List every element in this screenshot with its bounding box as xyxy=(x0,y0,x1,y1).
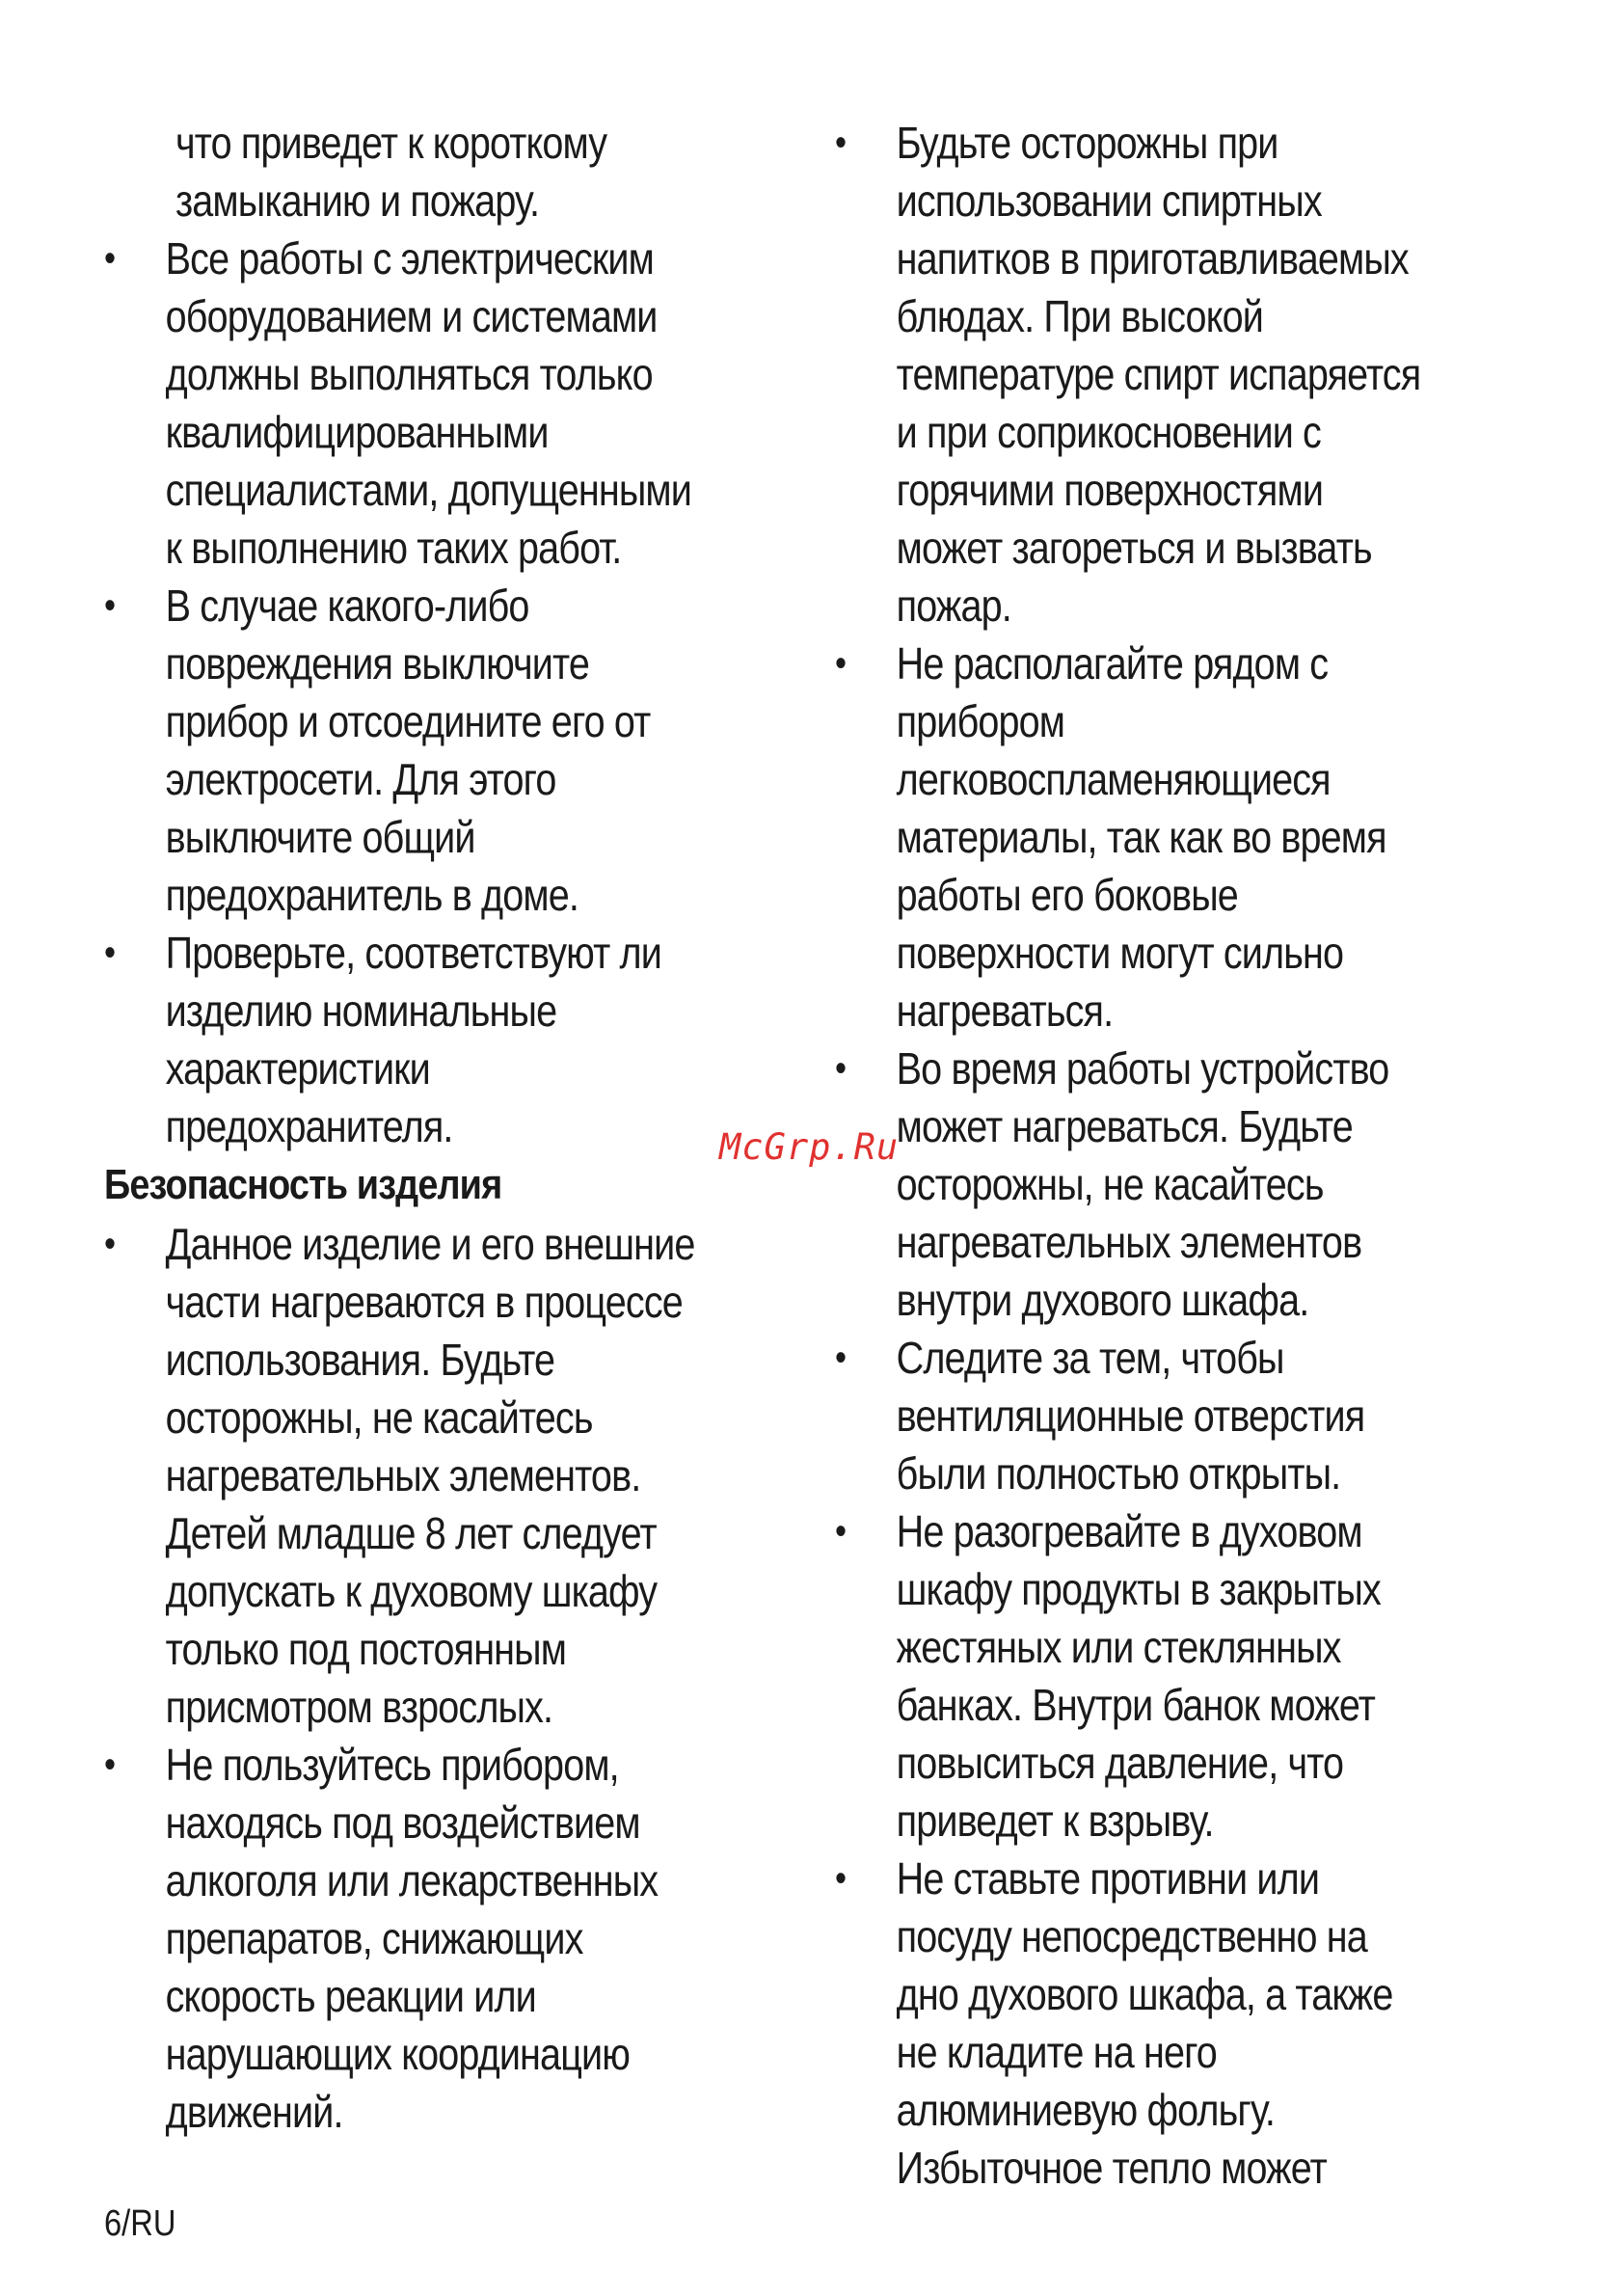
list-item xyxy=(835,1040,1432,1329)
bullet-icon: • xyxy=(835,1510,847,1553)
text-line: только под постоянным xyxy=(165,1624,567,1674)
text-line: повыситься давление, что xyxy=(896,1738,1344,1788)
bullet-icon: • xyxy=(104,237,116,280)
text-line: прибором xyxy=(896,696,1065,746)
text-line: выключите общий xyxy=(165,812,475,862)
text-line: Не ставьте противни или xyxy=(896,1853,1320,1904)
text-line: жестяных или стеклянных xyxy=(896,1622,1341,1672)
text-line: поверхности могут сильно xyxy=(896,928,1344,978)
text-line: предохранителя. xyxy=(165,1101,453,1151)
text-line: вентиляционные отверстия xyxy=(896,1391,1365,1441)
text-line: изделию номинальные xyxy=(165,986,557,1036)
text-line: Не пользуйтесь прибором, xyxy=(165,1740,619,1790)
text-line: Данное изделие и его внешние xyxy=(165,1219,695,1269)
text-line: банках. Внутри банок может xyxy=(896,1680,1375,1730)
text-line: Все работы с электрическим xyxy=(165,233,654,284)
text-line: Следите за тем, чтобы xyxy=(896,1333,1284,1383)
text-line: допускать к духовому шкафу xyxy=(165,1566,658,1616)
text-line: нарушающих координацию xyxy=(165,2029,631,2079)
text-line: алюминиевую фольгу. xyxy=(896,2085,1276,2135)
text-line: оборудованием и системами xyxy=(165,291,658,341)
bullet-icon: • xyxy=(104,1223,116,1265)
bullet-icon: • xyxy=(104,584,116,627)
text-line: внутри духового шкафа. xyxy=(896,1275,1309,1325)
text-line: Не разогревайте в духовом xyxy=(896,1506,1362,1556)
text-line: нагревательных элементов. xyxy=(165,1450,641,1500)
list-item xyxy=(104,1736,701,2141)
text-line: электросети. Для этого xyxy=(165,754,556,804)
text-line: Будьте осторожны при xyxy=(896,118,1278,168)
text-line: Проверьте, соответствуют ли xyxy=(165,928,661,978)
left-column xyxy=(104,114,798,2141)
bullet-icon: • xyxy=(835,1857,847,1900)
continuation-text xyxy=(175,114,712,230)
text-line: напитков в приготавливаемых xyxy=(896,233,1409,284)
text-line: приведет к взрыву. xyxy=(896,1796,1214,1846)
text-line: Детей младше 8 лет следует xyxy=(165,1508,657,1558)
text-line: осторожны, не касайтесь xyxy=(165,1392,593,1443)
bullet-icon: • xyxy=(835,1047,847,1090)
text-line: повреждения выключите xyxy=(165,638,589,689)
text-line: материалы, так как во время xyxy=(896,812,1386,862)
list-item xyxy=(104,1215,701,1736)
text-line: блюдах. При высокой xyxy=(896,291,1263,341)
text-line: Не располагайте рядом с xyxy=(896,638,1329,689)
text-line: скорость реакции или xyxy=(165,1971,536,2021)
text-line: использовании спиртных xyxy=(896,176,1322,226)
text-line: квалифицированными xyxy=(165,407,549,457)
text-line: не кладите на него xyxy=(896,2027,1217,2077)
bullet-icon: • xyxy=(835,122,847,164)
text-line: присмотром взрослых. xyxy=(165,1682,553,1732)
text-line: пожар. xyxy=(896,581,1011,631)
text-line: характеристики xyxy=(165,1043,430,1094)
list-item xyxy=(104,577,701,924)
text-line: движений. xyxy=(165,2087,343,2137)
text-line: может нагреваться. Будьте xyxy=(896,1101,1353,1151)
text-line: нагревательных элементов xyxy=(896,1217,1362,1267)
list-item xyxy=(835,1502,1432,1850)
bullet-icon: • xyxy=(835,1337,847,1379)
list-item xyxy=(835,1329,1432,1502)
bullet-icon: • xyxy=(835,642,847,685)
text-line: и при соприкосновении с xyxy=(896,407,1321,457)
text-line: может загореться и вызвать xyxy=(896,523,1372,573)
text-line: препаратов, снижающих xyxy=(165,1913,583,1963)
text-line: специалистами, допущенными xyxy=(165,465,691,515)
text-line: осторожны, не касайтесь xyxy=(896,1159,1324,1209)
text-line: легковоспламеняющиеся xyxy=(896,754,1331,804)
text-line: Избыточное тепло может xyxy=(896,2143,1327,2193)
text-line: дно духового шкафа, а также xyxy=(896,1969,1393,2019)
text-line: температуре спирт испаряется xyxy=(896,349,1421,399)
text-line: замыканию и пожару. xyxy=(175,176,540,226)
text-line: горячими поверхностями xyxy=(896,465,1324,515)
text-line: были полностью открыты. xyxy=(896,1448,1341,1499)
text-line: должны выполняться только xyxy=(165,349,653,399)
text-line: части нагреваются в процессе xyxy=(165,1277,683,1327)
text-line: использования. Будьте xyxy=(165,1335,555,1385)
watermark-text: McGrp.Ru xyxy=(719,1126,900,1168)
list-item xyxy=(835,635,1432,1040)
text-line: работы его боковые xyxy=(896,870,1238,920)
text-line: что приведет к короткому xyxy=(175,118,607,168)
text-line: Во время работы устройство xyxy=(896,1043,1389,1094)
text-line: алкоголя или лекарственных xyxy=(165,1855,659,1905)
text-line: прибор и отсоедините его от xyxy=(165,696,651,746)
bullet-icon: • xyxy=(104,1743,116,1786)
page-number: 6/RU xyxy=(104,2203,176,2244)
text-line: шкафу продукты в закрытых xyxy=(896,1564,1381,1614)
text-line: посуду непосредственно на xyxy=(896,1911,1367,1961)
right-column xyxy=(835,114,1529,2197)
text-line: В случае какого-либо xyxy=(165,581,529,631)
list-item xyxy=(104,924,701,1155)
section-heading: Безопасность изделия xyxy=(104,1161,502,1208)
list-item xyxy=(104,230,701,577)
list-item xyxy=(835,1850,1432,2197)
text-line: находясь под воздействием xyxy=(165,1797,640,1848)
list-item xyxy=(835,114,1432,635)
text-line: предохранитель в доме. xyxy=(165,870,578,920)
text-line: нагреваться. xyxy=(896,986,1114,1036)
bullet-icon: • xyxy=(104,932,116,974)
text-line: к выполнению таких работ. xyxy=(165,523,622,573)
